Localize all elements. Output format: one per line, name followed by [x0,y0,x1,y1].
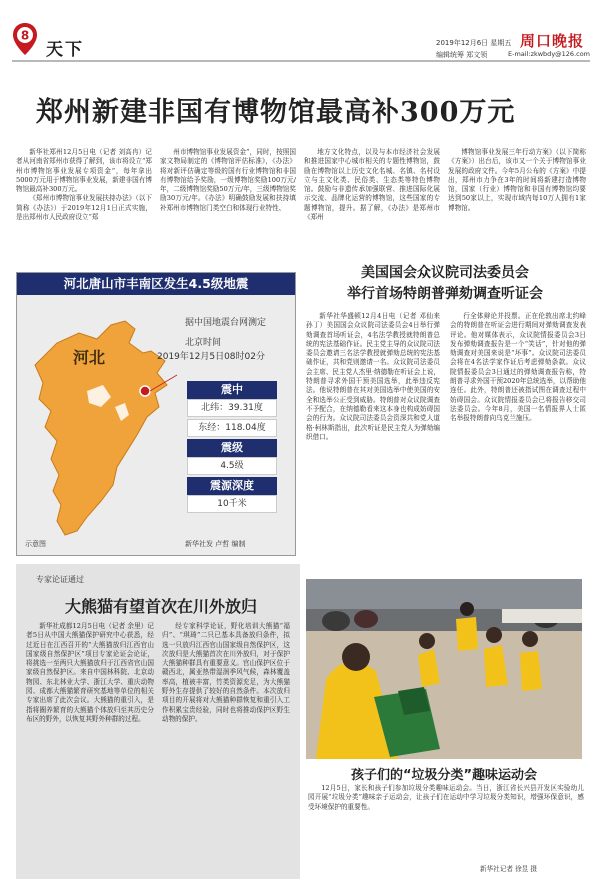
magnitude-value: 4.5级 [187,457,277,475]
museum-article-col-4 [448,148,586,256]
panda-article-col-1 [26,622,154,872]
province-label: 河北 [73,348,106,367]
page-header [0,0,600,62]
magnitude-heading: 震级 [187,439,277,457]
us-article-col-1 [306,312,440,562]
latitude-value: 39.31度 [228,403,263,413]
longitude-row [187,419,277,437]
museum-paragraph: 博物馆事业发展三年行动方案》（以下简称《方案》）出台后，该市又一个关于博物馆事业发展的政府文件。今年5月公布的《方案》中提出，郑州市力争在3年的时间将新建打造博物馆，国家（行业）博物馆和非国有博物馆均要达到50家以上，实现市域内每10万人拥有1家博物馆。 [448,148,586,212]
museum-paragraph: 州市博物馆事业发展资金”，同时，按照国家文物局制定的《博物馆评估标准》，《办法》将对新评估确定等级的国有行业博物馆和非国有博物馆给予奖励，一级博物馆奖励100万元/年，二级博物馆奖励50万元/年，三级博物馆奖励30万元/年。《办法》明确鼓励发展和扶持填补郑州市博物馆门类空白和体现行业特性、 [160,148,296,212]
panda-title: 大熊猫有望首次在川外放归 [64,597,257,616]
museum-paragraph: 地方文化特点，以及与本市经济社会发展和推进国家中心城市相关的专题性博物馆，鼓励在博物馆以上历史文化名城、名镇、名村设立与主文化类、民俗类、生态类等特色博物馆。鼓励与非遗传承加强联营、推进国际化展示交流、品牌化运营的博物馆，这些国家的专题博物馆，提升。据了解，《办法》是郑州市《郑州 [304,148,440,222]
latitude-label: 北纬： [201,403,229,413]
page-marker-icon [12,22,38,56]
museum-paragraph: 《郑州市博物馆事业发展扶持办法》（以下简称《办法》）于2019年12月1日正式实施，是出郑州市人民政府设立“郑 [16,194,152,222]
us-article-col-2 [450,312,586,562]
museum-article-col-1 [16,148,152,256]
map-note: 示意图 [25,540,46,548]
sports-meet-photo [306,579,582,759]
contact-email: E-mail:zkwbdy@126.com [508,50,591,58]
longitude-value: 118.04度 [225,423,266,433]
us-article-title-line-2: 举行首场特朗普弹劾调查听证会 [347,286,543,302]
epicenter-marker-icon [140,386,150,396]
museum-article-col-2 [160,148,296,256]
page-number: 8 [20,28,30,43]
longitude-label: 东经： [198,423,226,433]
quake-source: 据中国地震台网测定 [185,318,267,328]
section-title: 天下 [46,40,84,60]
panda-kicker: 专家论证通过 [36,575,84,584]
header-rule [12,60,590,62]
panda-article-col-2 [162,622,290,872]
photo-caption-text: 12月5日，家长和孩子们参加垃圾分类趣味运动会。当日，浙江省长兴县开发区实验幼儿园开展“垃圾分类”趣味亲子运动会，让孩子们在运动中学习垃圾分类知识，增强环保意识，感受环境保护的重要性。 [308,784,584,811]
quake-time-value: 2019年12月5日08时02分 [157,352,265,362]
photo-title: 孩子们的“垃圾分类”趣味运动会 [350,768,538,783]
latitude-row [187,399,277,417]
photo-caption [308,784,584,860]
us-paragraph: 行全体辩论并投票。正在伦敦出席北约峰会的特朗普在听证会进行期间对弹劾调查发表评论。他对媒体表示，众议院情报委员会3日发布弹劾调查报告是一个“笑话”，针对他的弹劾调查对美国来说是“坏事”。众议院司法委员会将在4名法学家作证后考虑弹劾条款。众议院情报委员会3日通过的弹劾调查报告称，特朗普寻求外国干预2020年总统选举，以帮助他连任。此外，特朗普还被指试图在调查过程中妨碍国会。众议院情报委员会已将报告移交司法委员会。今年8月，美国一名情报界人士匿名举报特朗普向乌克兰施压。 [450,312,586,423]
graphic-credit: 新华社发 卢哲 编制 [185,540,246,548]
depth-value: 10千米 [187,495,277,513]
museum-article-col-3 [304,148,440,256]
photo-illustration [306,579,582,759]
masthead-logo: 周口晚报 [520,32,585,50]
depth-heading: 震源深度 [187,477,277,495]
main-headline: 郑州新建非国有博物馆最高补300万元 [36,97,516,128]
us-article-title-line-1: 美国国会众议院司法委员会 [361,265,529,281]
panda-paragraph: 新华社成都12月5日电（记者 余里）记者5日从中国大熊猫保护研究中心获悉，经过近日在江西召开的“大熊猫放归江西官山国家级自然保护区”项目专家论证会论证，将挑选一至两只大熊猫放归于江西省官山国家级自然保护区。来自中国林科院、北京动物园、东北林业大学、浙江大学、重庆动物园、成都大熊猫繁育研究基地等单位的相关专家出席了此次会议。大熊猫的重引入，是指将圈养繁育的大熊猫个体放归至其历史分布区的野外，以恢复其野外种群的过程。 [26,622,154,723]
quake-time-label: 北京时间 [185,338,222,348]
epicenter-heading: 震中 [187,381,277,399]
date-line: 2019年12月6日 星期五 [436,39,512,47]
museum-paragraph: 新华社郑州12月5日电（记者 刘高冉）记者从河南省郑州市获得了解到，该市将设立“郑州市博物馆事业发展专项资金”，每年拿出5000万元用于博物馆事业发展，新建非国有博物馆最高补300万元。 [16,148,152,194]
panda-paragraph: 经专家科学论证，野化培训大熊猫“福归”、“琪琦”二只已基本具备放归条件，拟选一只放归江西官山国家级自然保护区，这次放归是大熊猫首次在川外放归，对于保护大熊猫种群具有重要意义。官山保护区位于赣西北，属亚热带湿润季风气候，森林覆盖率高，植被丰富，竹类资源充足，为大熊猫野外生存提供了较好的自然条件。本次放归项目的开展将对大熊猫种群恢复和重引入工作积累宝贵经验，同时也将推动保护区野生动物的保护。 [162,622,290,723]
quake-title: 河北唐山市丰南区发生4.5级地震 [17,273,295,295]
editor-line: 编辑统筹 郑文领 [436,51,488,59]
earthquake-map-graphic [16,272,296,556]
us-paragraph: 新华社华盛顿12月4日电（记者 邓仙来 孙丁）美国国会众议院司法委员会4日举行弹劾调查首场听证会，4名法学教授就特朗普总统的宪法基础作证。民主党主导的众议院司法委员会邀请三名法学教授就弹劾总统的宪法基础作证，共和党则邀请一名。众议院司法委员会主席、民主党人杰里·纳德勒在听证会上说，特朗普寻求外国干预美国选举，此举违反宪法。他说特朗普在其对美国选举中使美国的安全和选举公正受到威胁。特朗普对众议院调查不予配合，在纳德勒看来这本身也构成妨碍国会的行为。众议院司法委员会资深共和党人道格·柯林斯指出，此次听证是民主党人为弹劾编织借口。 [306,312,440,441]
photo-byline: 新华社记者 徐昱 摄 [480,865,537,873]
